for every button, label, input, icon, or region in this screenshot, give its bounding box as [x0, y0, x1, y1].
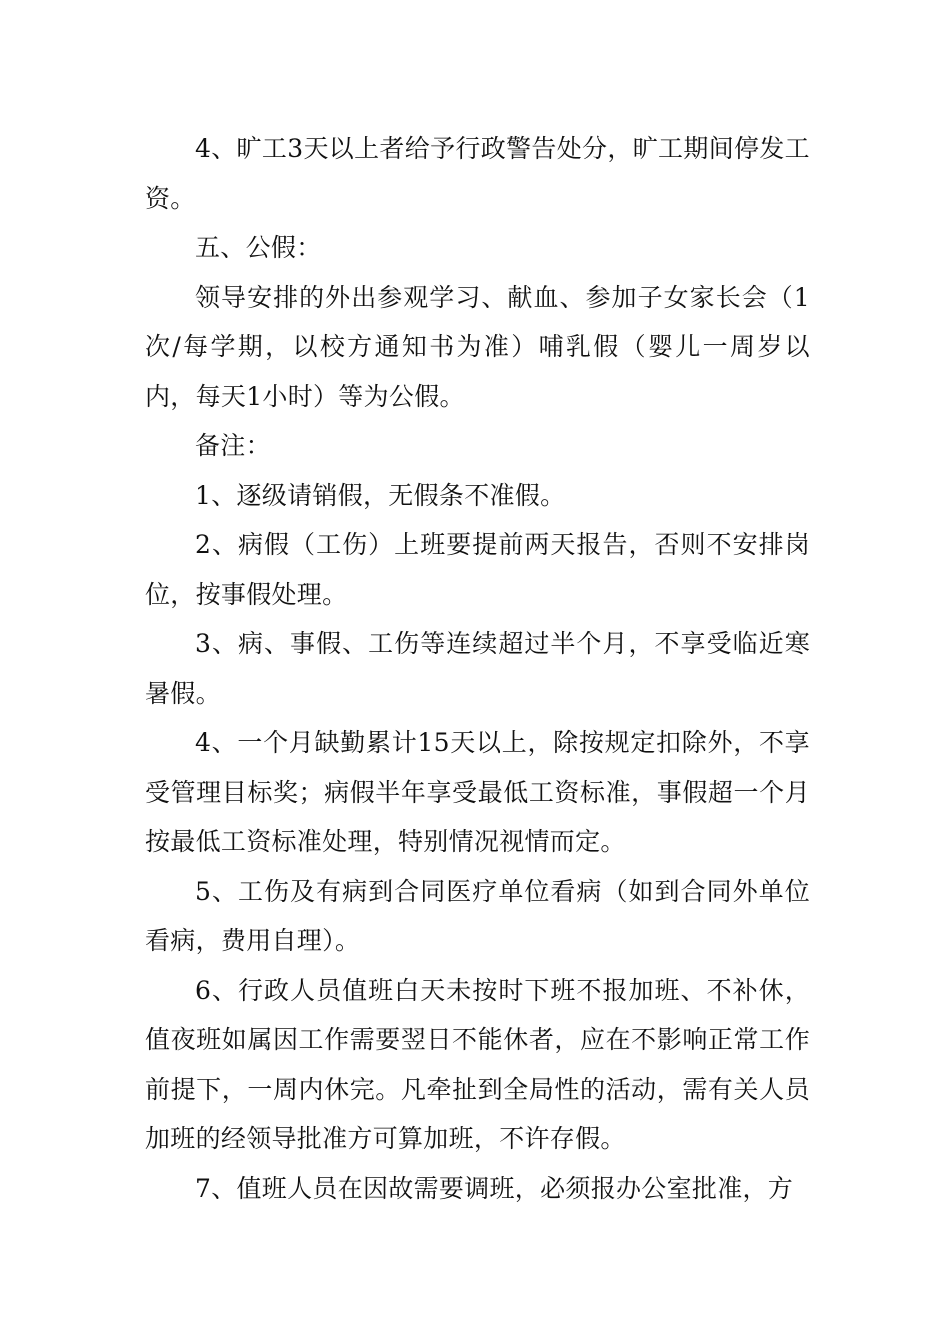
- note-item-1: 1、逐级请销假，无假条不准假。: [195, 480, 566, 510]
- note-item-2: 2、病假（工伤）上班要提前两天报告，否则不安排岗位，按事假处理。: [145, 530, 810, 609]
- note-item-5: 5、工伤及有病到合同医疗单位看病（如到合同外单位看病，费用自理）。: [145, 876, 810, 955]
- section-heading-notes: 备注：: [195, 431, 271, 460]
- document-body: [145, 124, 810, 1213]
- note-item-3: 3、病、事假、工伤等连续超过半个月，不享受临近寒暑假。: [145, 629, 810, 708]
- note-item-7: 7、值班人员在因故需要调班，必须报办公室批准，方: [195, 1173, 794, 1203]
- section-heading-public-leave: 五、公假：: [195, 233, 322, 262]
- note-item-4: 4、一个月缺勤累计15天以上，除按规定扣除外，不享受管理目标奖；病假半年享受最低工资标准，事假超一个月按最低工资标准处理，特别情况视情而定。: [145, 728, 810, 856]
- paragraph-public-leave-definition: 领导安排的外出参观学习、献血、参加子女家长会（1次/每学期，以校方通知书为准）哺乳假（婴儿一周岁以内，每天1小时）等为公假。: [145, 282, 810, 411]
- note-item-6: 6、行政人员值班白天未按时下班不报加班、不补休，值夜班如属因工作需要翌日不能休者，应在不影响正常工作前提下，一周内休完。凡牵扯到全局性的活动，需有关人员加班的经领导批准方可算加班，不许存假。: [145, 975, 810, 1153]
- paragraph-absenteeism-penalty: 4、旷工3天以上者给予行政警告处分，旷工期间停发工资。: [145, 134, 810, 213]
